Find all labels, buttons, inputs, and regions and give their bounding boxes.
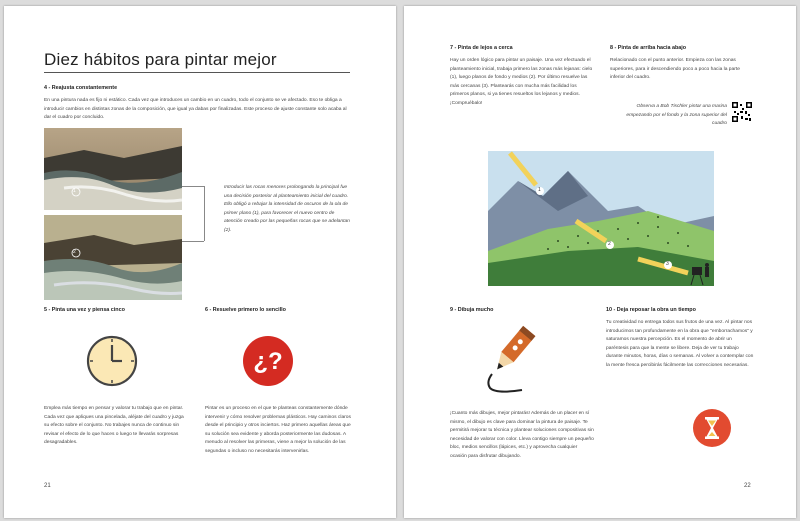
sec4-caption: Introducir las rocas menores prolongando la principal fue una decisión posterior al planteamiento inicial del cuadro. Ello obligó a rebajar la intensidad de oscuros de la ola de primer plano (1), para favorecer el nuevo centro de atención creado por las pequeñas rocas que se adelantan (2). — [224, 185, 350, 233]
seascape-painting-2 — [44, 215, 182, 300]
left-page — [4, 6, 396, 518]
seascape-painting-1 — [44, 128, 182, 210]
sec7-heading: 7 - Pinta de lejos a cerca — [450, 45, 513, 51]
svg-text:¿?: ¿? — [253, 348, 283, 375]
sec9-text: ¡Cuanto más dibujes, mejor pintarás! Además de un placer en sí mismo, el dibujo es clave para dominar la pintura de paisaje. Te permitirá mejorar tu técnica y plantear soluciones compositivas sin necesidad de valorar con color. Lleva contigo siempre un pequeño bloc, medios sencillos (lápices, etc.) y aprovecha cualquier ocasión para disfrutar dibujando. — [450, 411, 594, 459]
sec8-text: Relacionado con el punto anterior. Empieza con las zonas superiores, para ir descendiendo poco a poco hacia la parte inferior del cuadro. — [610, 58, 740, 81]
sec9-heading: 9 - Dibuja mucho — [450, 307, 494, 313]
sec6-heading: 6 - Resuelve primero lo sencillo — [205, 307, 286, 313]
diagram-label-2: 2 — [608, 241, 611, 247]
sec10-heading: 10 - Deja reposar la obra un tiempo — [606, 307, 696, 313]
title-rule — [44, 72, 350, 73]
hourglass-icon — [692, 408, 732, 448]
sec4-heading: 4 - Reajusta constantemente — [44, 85, 118, 91]
sec7-text: Hay un orden lógico para pintar un paisaje. Una vez efectuado el planteamiento inicial, trabaja primero las zonas más lejanas: cielo (1), luego planos de fondo y medios (2). Por último resuelve las más cercanas (3). Plantearás con mucha más facilidad los primeros planos, si ya tienes resueltos los lejanos y medios. ¡Compruébalo! — [450, 58, 593, 106]
landscape-diagram — [488, 151, 714, 286]
page-number: 21 — [44, 483, 51, 489]
page-number: 22 — [744, 483, 751, 489]
sec4-text: En una pintura nada es fijo ni estático. Cada vez que introduces un cambio en un cuadro, todo el conjunto se ve afectado. Eso te obliga a introducir cambios en distintas zonas de la composición, que igual ya dabas por finalizadas. Este proceso de ajuste constante solo acaba al dar el cuadro por concluido. — [44, 98, 347, 121]
marker-2: 2 — [73, 249, 76, 255]
bracket-line — [182, 186, 204, 187]
qr-code[interactable] — [732, 102, 752, 122]
pencil-icon — [482, 324, 538, 396]
clock-icon — [86, 335, 138, 387]
diagram-label-3: 3 — [666, 261, 669, 267]
sec5-heading: 5 - Pinta una vez y piensa cinco — [44, 307, 125, 313]
bracket-line — [204, 186, 205, 241]
right-page — [404, 6, 796, 518]
bracket-line — [182, 241, 204, 242]
sec8-heading: 8 - Pinta de arriba hacia abajo — [610, 45, 687, 51]
marker-1: 1 — [73, 188, 76, 194]
question-icon — [242, 335, 294, 387]
page-title: Diez hábitos para pintar mejor — [44, 50, 277, 69]
diagram-label-1: 1 — [538, 187, 541, 193]
sec8-caption: Observa a Bob Tischler pintar una marina empezando por el fondo y la zona superior del cuadro — [626, 104, 727, 127]
sec10-text: Tu creatividad no entrega todos sus frutos de una vez. Al pintar nos introducimos tan profundamente en la obra que "emborrachamos" y saturamos nuestra percepción. Es el momento de abrir un paréntesis para que la mente se libere. Deja de ver tu trabajo durante minutos, horas, días o semanas. Al volver a contemplar con la mente fresca percibirás fácilmente las correcciones necesarias. — [606, 320, 754, 368]
sec6-text: Pintar es un proceso en el que te planteas constantemente dónde intervenir y cómo resolver problemas plásticos. Hay caminos claros desde el principio y otros inciertos. Haz primero aquellas áreas que su solución sea evidente y aborda posteriormente las dudosas. A menudo al resolver las primeras, viene a mejor la solución de las segundas o incluso no necesitarás intervenirlas. — [205, 406, 351, 454]
sec5-text: Emplea más tiempo en pensar y valorar tu trabajo que en pintar. Cada vez que apliques una pincelada, aléjate del cuadro y juzga su efecto sobre el conjunto. No trabajes nunca de continuo sin revisar el efecto de lo que haces o luego te llevarás sorpresas desagradables. — [44, 406, 184, 446]
